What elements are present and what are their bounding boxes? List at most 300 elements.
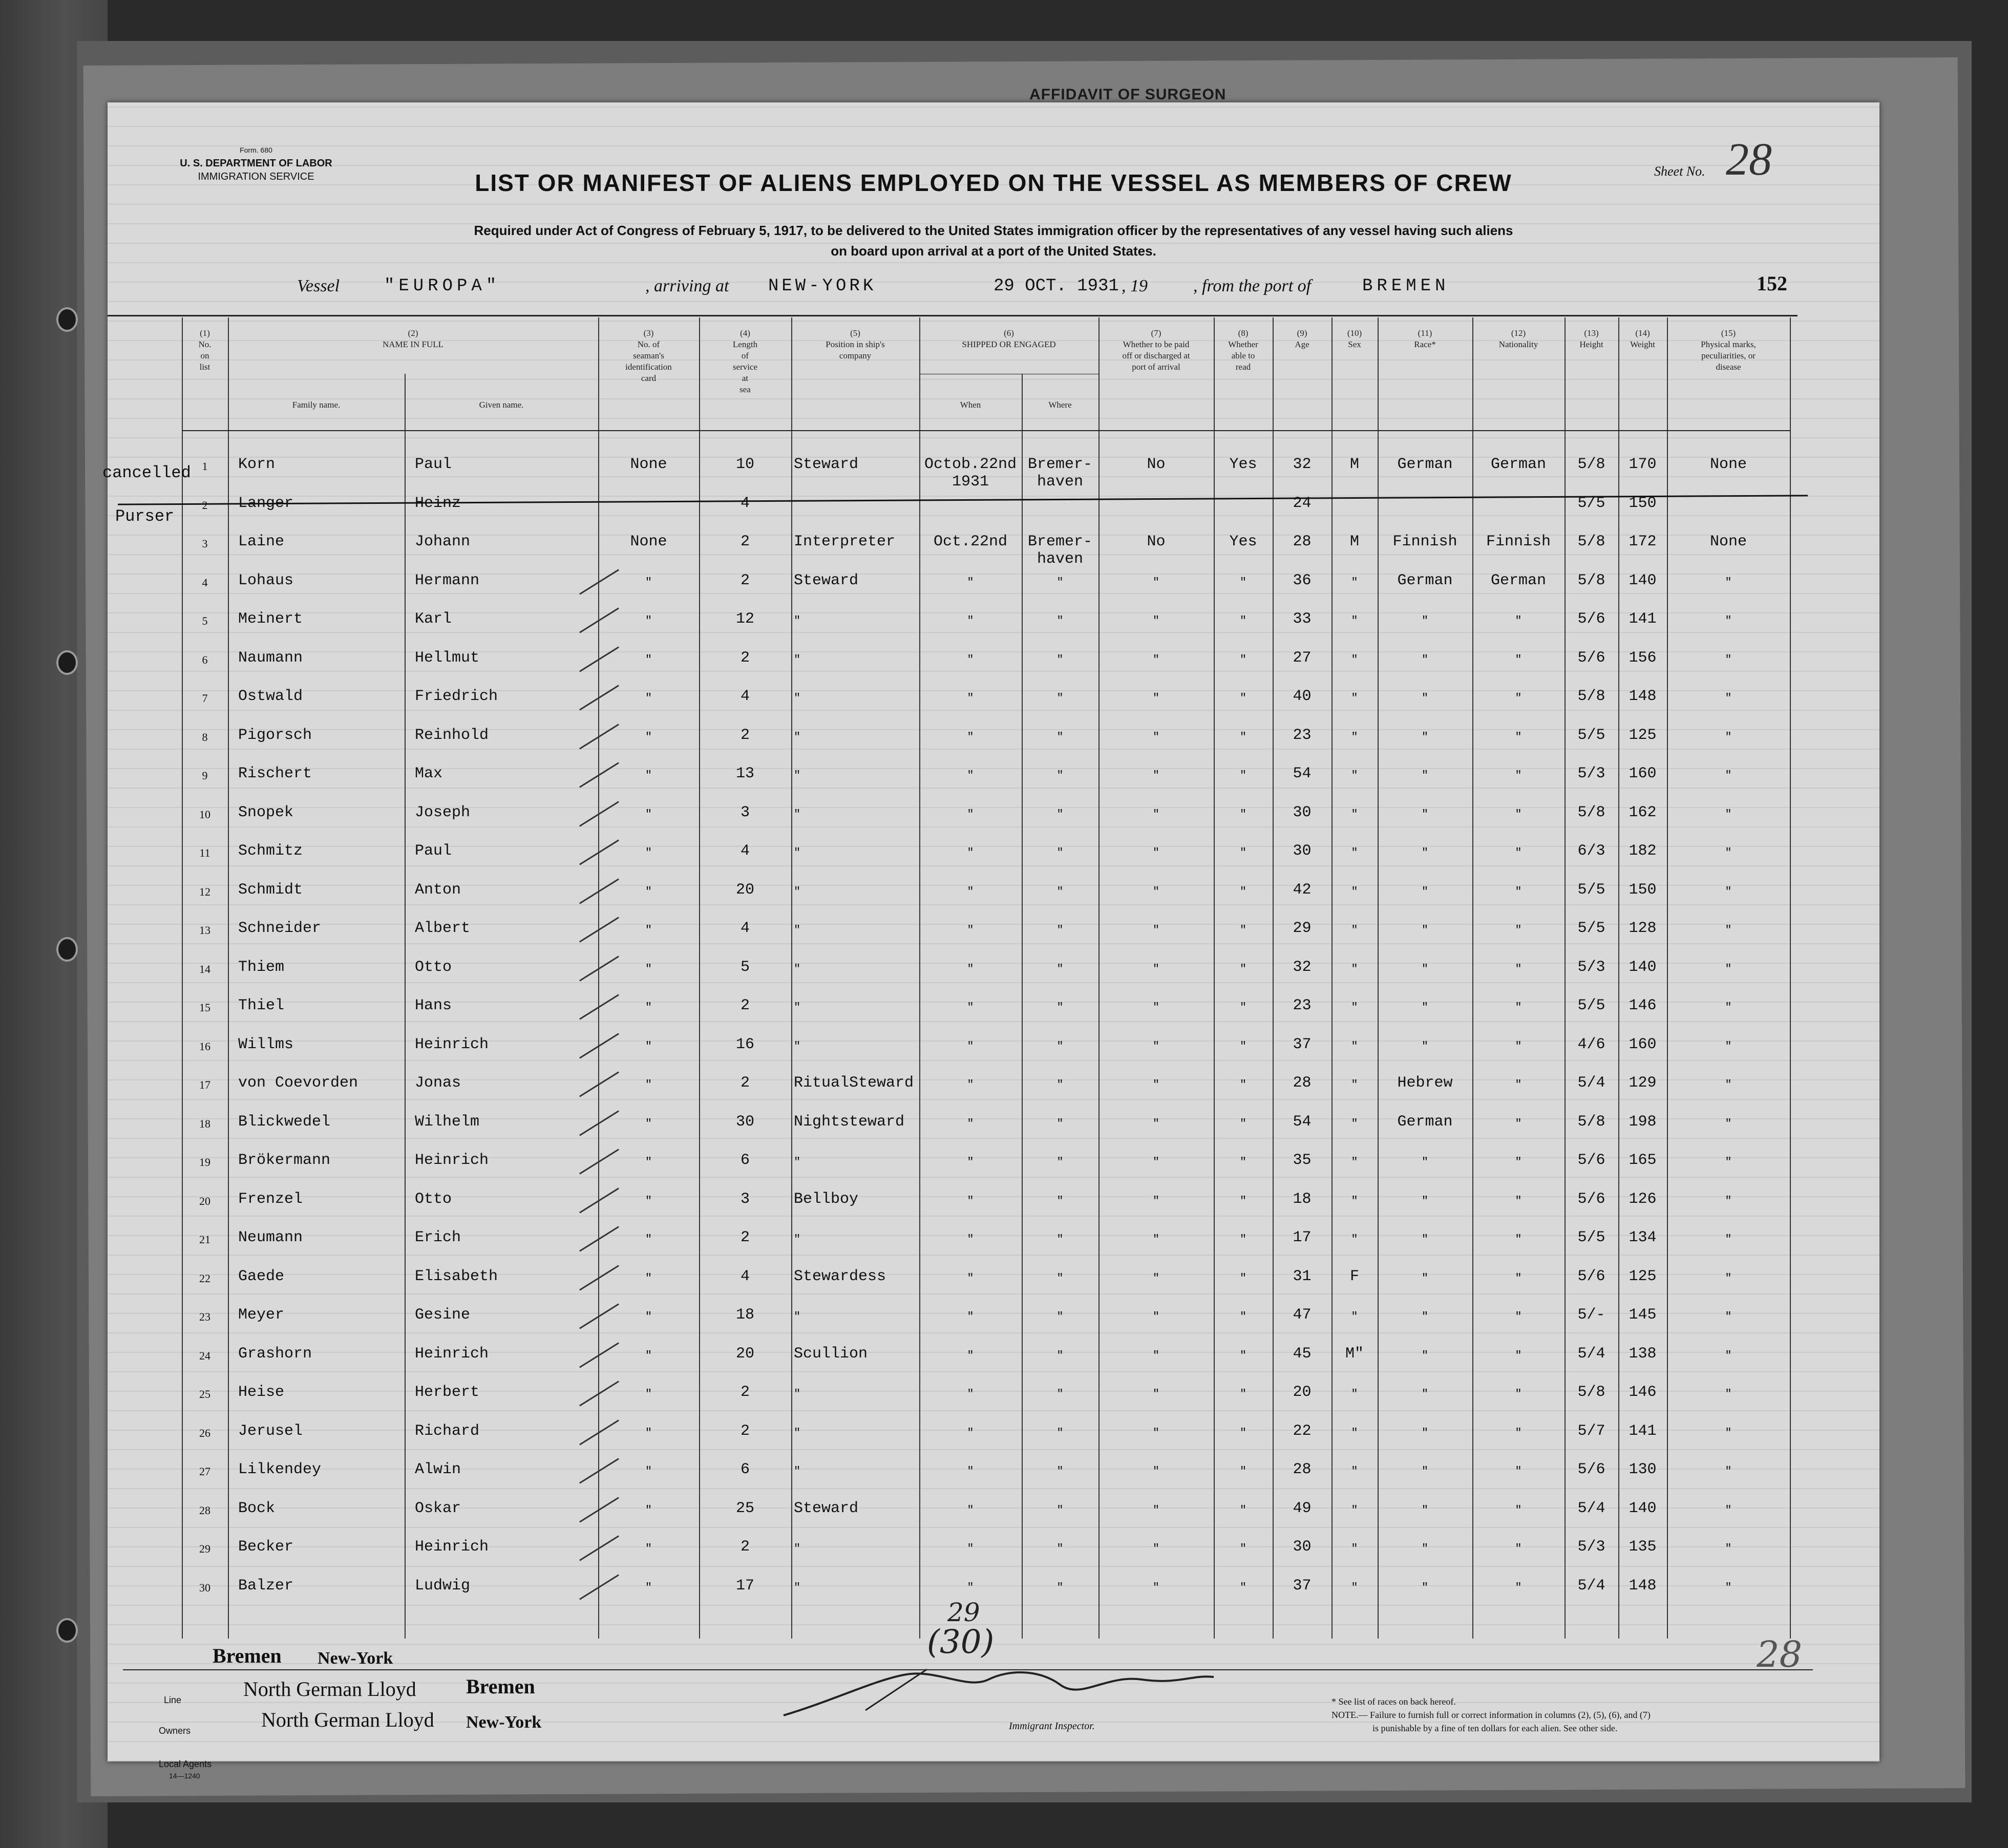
cell-family: Becker [238, 1538, 294, 1556]
cell-marks: " [1725, 1465, 1732, 1478]
cell-paid: " [1152, 1542, 1160, 1555]
cell-position: " [794, 769, 801, 782]
cell-no: 19 [199, 1156, 210, 1169]
cell-paid: " [1152, 962, 1160, 975]
cell-read: " [1239, 924, 1247, 937]
cell-paid: " [1152, 1581, 1160, 1594]
cell-no: 21 [199, 1233, 210, 1246]
cell-paid: " [1152, 1001, 1160, 1014]
cell-age: 30 [1293, 803, 1312, 821]
cell-service: 4 [740, 688, 750, 705]
cell-position: " [794, 1581, 801, 1594]
cell-sex: " [1351, 1001, 1358, 1014]
cell-sex: " [1351, 614, 1358, 627]
cell-card: " [645, 1388, 652, 1400]
col-divider [1273, 317, 1274, 1639]
cell-age: 24 [1293, 494, 1312, 512]
cell-nat: Finnish [1486, 533, 1551, 550]
cell-marks: " [1725, 769, 1732, 782]
cell-service: 30 [735, 1113, 754, 1131]
cell-sex: F [1349, 1267, 1359, 1285]
cell-card: " [645, 1426, 652, 1439]
cell-weight: 130 [1629, 1461, 1657, 1478]
cell-age: 42 [1293, 881, 1312, 899]
cell-given: Ludwig [415, 1577, 471, 1595]
cell-where: Bremer- haven [1027, 456, 1093, 491]
cell-no: 9 [202, 769, 208, 782]
cell-nat: " [1515, 1001, 1522, 1014]
cell-read: " [1239, 1078, 1247, 1091]
cell-marks: " [1725, 885, 1732, 898]
cell-service: 10 [735, 456, 754, 473]
cell-race: " [1421, 1233, 1429, 1246]
cell-service: 5 [740, 958, 750, 976]
cell-given: Heinrich [415, 1035, 489, 1053]
cell-position: " [794, 1310, 801, 1323]
cell-nat: " [1515, 1426, 1522, 1439]
col-header-weight: (14) Weight [1630, 328, 1655, 349]
col-header-no: (1) No. on list [198, 328, 212, 372]
cell-given: Richard [415, 1422, 480, 1440]
footnote-penalty-2: is punishable by a fine of ten dollars for each alien. See other side. [1372, 1723, 1618, 1733]
cell-family: Ostwald [238, 688, 303, 705]
cell-position: Nightsteward [794, 1113, 905, 1131]
cell-service: 2 [740, 997, 750, 1014]
vessel-line [108, 271, 1879, 302]
cell-service: 2 [740, 1422, 750, 1440]
cell-position: " [794, 846, 801, 859]
col-header-when: When [960, 400, 981, 410]
cell-card: " [645, 885, 652, 898]
cell-family: Grashorn [238, 1345, 312, 1363]
cell-height: 5/6 [1577, 610, 1605, 628]
cell-nat: " [1515, 653, 1522, 666]
cell-card: " [645, 1581, 652, 1594]
cell-given: Hermann [415, 571, 480, 589]
cell-card: " [645, 576, 652, 589]
cell-nat: " [1515, 1542, 1522, 1555]
cell-when: " [967, 1233, 974, 1246]
cell-card: " [645, 1117, 652, 1130]
cell-height: 5/4 [1577, 1074, 1605, 1092]
cell-when: Oct.22nd [933, 533, 1008, 550]
cell-family: Jerusel [238, 1422, 303, 1440]
cell-given: Oskar [415, 1499, 461, 1517]
cell-nat: " [1515, 1194, 1522, 1207]
cell-age: 23 [1293, 997, 1312, 1014]
cell-weight: 182 [1629, 842, 1657, 860]
cell-height: 5/6 [1577, 1461, 1605, 1478]
owners-label: Owners [159, 1726, 191, 1736]
cell-age: 18 [1293, 1190, 1312, 1208]
cell-service: 2 [740, 571, 750, 589]
col-divider [1618, 317, 1619, 1639]
cell-card: " [645, 1349, 652, 1362]
cell-nat: " [1515, 846, 1522, 859]
cell-service: 2 [740, 1074, 750, 1092]
cell-race: " [1421, 614, 1429, 627]
cell-nat: " [1515, 808, 1522, 821]
cell-position: " [794, 692, 801, 705]
cell-service: 3 [740, 1190, 750, 1208]
cell-marks: " [1725, 730, 1732, 744]
cell-sex: " [1351, 1039, 1358, 1053]
cell-given: Paul [415, 456, 452, 473]
cell-marks: " [1725, 1349, 1732, 1362]
col-header-card: (3) No. of seaman's identification card [625, 328, 672, 383]
total-count-circled: (30) [927, 1623, 995, 1661]
cell-service: 2 [740, 533, 750, 550]
cell-paid: " [1152, 692, 1160, 705]
line-stamp-newyork: New-York [318, 1649, 393, 1668]
cell-nat: " [1515, 1310, 1522, 1323]
cell-paid: " [1152, 1349, 1160, 1362]
cell-position: RitualSteward [794, 1074, 914, 1092]
cell-card: " [645, 1078, 652, 1091]
form-number: Form. 680 [240, 146, 272, 154]
cell-read: " [1239, 730, 1247, 744]
cell-marks: " [1725, 1310, 1732, 1323]
cell-family: Schmitz [238, 842, 303, 860]
cell-nat: " [1515, 1156, 1522, 1169]
inspector-signature [773, 1659, 1234, 1726]
cell-weight: 198 [1629, 1113, 1657, 1131]
cell-age: 47 [1293, 1306, 1312, 1324]
cell-age: 45 [1293, 1345, 1312, 1363]
cell-race: " [1421, 1039, 1429, 1053]
col-header-name: (2) NAME IN FULL [383, 328, 443, 349]
cell-paid: " [1152, 730, 1160, 744]
cell-where: " [1056, 1503, 1064, 1517]
cell-sex: " [1351, 924, 1358, 937]
cell-read: " [1239, 692, 1247, 705]
cell-given: Heinrich [415, 1538, 489, 1556]
cell-race: " [1421, 730, 1429, 744]
cell-family: Pigorsch [238, 726, 312, 744]
cell-given: Jonas [415, 1074, 461, 1092]
cell-service: 4 [740, 842, 750, 860]
purser-annotation: Purser [115, 507, 175, 526]
cell-height: 5/6 [1577, 1267, 1605, 1285]
sheet-label: Sheet No. [1654, 164, 1705, 179]
vessel-label: Vessel [297, 277, 340, 295]
cell-height: 5/8 [1577, 1384, 1605, 1401]
cell-position: " [794, 1542, 801, 1555]
cell-position: " [794, 1039, 801, 1053]
cell-height: 5/5 [1577, 1229, 1605, 1246]
cell-position: Steward [794, 456, 859, 473]
cell-family: Neumann [238, 1229, 303, 1246]
cell-when: " [967, 1156, 974, 1169]
cell-family: Schmidt [238, 881, 303, 899]
cell-card: " [645, 1271, 652, 1285]
cell-card: " [645, 1001, 652, 1014]
year-label: , 19 [1122, 277, 1148, 295]
cell-sex: " [1351, 1465, 1358, 1478]
cell-paid: " [1152, 1039, 1160, 1053]
cell-family: Korn [238, 456, 276, 473]
cell-height: 5/- [1577, 1306, 1605, 1324]
cell-age: 37 [1293, 1577, 1312, 1595]
cell-service: 2 [740, 1538, 750, 1556]
cell-no: 4 [202, 576, 208, 589]
cell-paid: " [1152, 1194, 1160, 1207]
cell-when: " [967, 769, 974, 782]
cell-weight: 140 [1629, 571, 1657, 589]
cell-read: " [1239, 1349, 1247, 1362]
cell-no: 16 [199, 1039, 210, 1053]
cell-no: 26 [199, 1426, 210, 1439]
cell-paid: " [1152, 653, 1160, 666]
cell-where: Bremer- haven [1027, 533, 1093, 568]
cell-when: " [967, 730, 974, 744]
cell-read: " [1239, 1503, 1247, 1517]
cell-sex: " [1351, 1542, 1358, 1555]
cell-age: 35 [1293, 1152, 1312, 1169]
cell-when: " [967, 962, 974, 975]
cell-height: 5/5 [1577, 881, 1605, 899]
cell-weight: 162 [1629, 803, 1657, 821]
cell-weight: 141 [1629, 610, 1657, 628]
col-divider [699, 317, 700, 1639]
cell-marks: " [1725, 653, 1732, 666]
cell-where: " [1056, 1349, 1064, 1362]
cell-marks: " [1725, 1194, 1732, 1207]
cell-nat: " [1515, 1388, 1522, 1400]
cell-where: " [1056, 1194, 1064, 1207]
cell-family: Lohaus [238, 571, 294, 589]
cell-age: 28 [1293, 533, 1312, 550]
cell-given: Elisabeth [415, 1267, 498, 1285]
cell-position: Bellboy [794, 1190, 859, 1208]
cell-position: " [794, 1426, 801, 1439]
cell-age: 40 [1293, 688, 1312, 705]
cell-when: " [967, 846, 974, 859]
cell-service: 17 [735, 1577, 754, 1595]
cell-paid: " [1152, 1310, 1160, 1323]
col-header-physical-marks: (15) Physical marks, peculiarities, or disease [1701, 328, 1756, 372]
cell-nat: " [1515, 1078, 1522, 1091]
cell-family: Snopek [238, 803, 294, 821]
cell-weight: 170 [1629, 456, 1657, 473]
arrival-date: 29 OCT. 1931 [994, 277, 1119, 296]
cell-where: " [1056, 1465, 1064, 1478]
cell-weight: 148 [1629, 688, 1657, 705]
cell-age: 17 [1293, 1229, 1312, 1246]
cell-height: 5/3 [1577, 958, 1605, 976]
cell-read: " [1239, 614, 1247, 627]
cell-card: None [630, 533, 667, 550]
cell-nat: " [1515, 1349, 1522, 1362]
cell-no: 8 [202, 730, 208, 744]
cell-no: 27 [199, 1465, 210, 1478]
cell-service: 2 [740, 649, 750, 667]
cell-when: " [967, 1426, 974, 1439]
cell-service: 6 [740, 1152, 750, 1169]
cell-no: 7 [202, 692, 208, 705]
cell-no: 11 [199, 846, 210, 859]
cell-given: Max [415, 765, 443, 782]
cell-weight: 140 [1629, 958, 1657, 976]
cell-race: " [1421, 962, 1429, 975]
cell-height: 5/3 [1577, 765, 1605, 782]
punch-hole [56, 1618, 78, 1643]
cell-position: " [794, 924, 801, 937]
arriving-label: , arriving at [645, 277, 729, 295]
cell-race: Finnish [1392, 533, 1457, 550]
cell-marks: " [1725, 1503, 1732, 1517]
cell-sex: " [1351, 692, 1358, 705]
cell-read: " [1239, 1233, 1247, 1246]
cell-paid: " [1152, 924, 1160, 937]
cell-race: " [1421, 1426, 1429, 1439]
cell-race: German [1397, 571, 1453, 589]
cell-given: Otto [415, 1190, 452, 1208]
cell-read: Yes [1229, 456, 1257, 473]
cell-height: 5/8 [1577, 456, 1605, 473]
cell-weight: 128 [1629, 920, 1657, 937]
cell-where: " [1056, 1310, 1064, 1323]
cell-service: 25 [735, 1499, 754, 1517]
cell-position: " [794, 1233, 801, 1246]
col-divider [405, 374, 406, 1639]
cell-weight: 126 [1629, 1190, 1657, 1208]
cell-given: Wilhelm [415, 1113, 480, 1131]
cell-position: Steward [794, 1499, 859, 1517]
cell-read: " [1239, 576, 1247, 589]
cell-position: " [794, 808, 801, 821]
cell-no: 1 [202, 460, 208, 473]
cell-marks: " [1725, 1039, 1732, 1053]
cell-height: 5/4 [1577, 1577, 1605, 1595]
cell-service: 12 [735, 610, 754, 628]
cell-service: 2 [740, 1384, 750, 1401]
cell-weight: 160 [1629, 765, 1657, 782]
cell-where: " [1056, 653, 1064, 666]
cell-when: " [967, 1503, 974, 1517]
cell-family: Naumann [238, 649, 303, 667]
cell-given: Gesine [415, 1306, 471, 1324]
cell-card: " [645, 692, 652, 705]
cell-no: 22 [199, 1271, 210, 1285]
cell-age: 23 [1293, 726, 1312, 744]
cell-sex: " [1351, 1233, 1358, 1246]
cell-card: " [645, 1233, 652, 1246]
cell-nat: " [1515, 614, 1522, 627]
cell-when: " [967, 1117, 974, 1130]
cell-where: " [1056, 692, 1064, 705]
col-header-position: (5) Position in ship's company [826, 328, 885, 360]
cell-marks: None [1709, 456, 1747, 473]
cell-nat: " [1515, 924, 1522, 937]
cell-position: Interpreter [794, 533, 896, 550]
cell-family: Blickwedel [238, 1113, 331, 1131]
column-header-rule [182, 430, 1790, 431]
cell-height: 4/6 [1577, 1035, 1605, 1053]
cell-position: " [794, 885, 801, 898]
cell-family: Thiem [238, 958, 285, 976]
cell-race: " [1421, 1271, 1429, 1285]
cell-family: Willms [238, 1035, 294, 1053]
cell-when: " [967, 653, 974, 666]
cell-given: Joseph [415, 803, 471, 821]
cell-given: Heinz [415, 494, 461, 512]
cell-where: " [1056, 1271, 1064, 1285]
cell-weight: 140 [1629, 1499, 1657, 1517]
header-rule [108, 315, 1798, 316]
affidavit-heading: AFFIDAVIT OF SURGEON [1029, 86, 1227, 103]
cell-given: Karl [415, 610, 452, 628]
cell-position: " [794, 962, 801, 975]
cell-marks: " [1725, 614, 1732, 627]
cell-age: 33 [1293, 610, 1312, 628]
cell-read: " [1239, 1039, 1247, 1053]
sheet-number: 28 [1726, 134, 1772, 185]
cell-paid: " [1152, 1503, 1160, 1517]
cell-given: Paul [415, 842, 452, 860]
corner-sheet-number: 28 [1757, 1633, 1803, 1675]
cell-family: Meyer [238, 1306, 285, 1324]
cell-nat: " [1515, 1503, 1522, 1517]
cell-height: 5/7 [1577, 1422, 1605, 1440]
cell-weight: 135 [1629, 1538, 1657, 1556]
cell-marks: " [1725, 576, 1732, 589]
cell-race: " [1421, 1465, 1429, 1478]
cell-nat: " [1515, 1117, 1522, 1130]
manifest-page [102, 86, 1879, 1780]
cell-race: " [1421, 1349, 1429, 1362]
cell-service: 4 [740, 1267, 750, 1285]
cell-sex: " [1351, 808, 1358, 821]
cell-age: 32 [1293, 456, 1312, 473]
cell-given: Alwin [415, 1461, 461, 1478]
cell-when: Octob.22nd 1931 [924, 456, 1017, 491]
cell-service: 13 [735, 765, 754, 782]
cell-paid: " [1152, 846, 1160, 859]
cell-marks: " [1725, 1426, 1732, 1439]
cell-given: Reinhold [415, 726, 489, 744]
cell-race: Hebrew [1397, 1074, 1453, 1092]
cell-paid: " [1152, 808, 1160, 821]
col-header-race: (11) Race* [1414, 328, 1436, 349]
cell-height: 5/6 [1577, 649, 1605, 667]
cell-sex: " [1351, 962, 1358, 975]
cell-card: " [645, 1542, 652, 1555]
cell-sex: M [1349, 533, 1359, 550]
cell-weight: 146 [1629, 1384, 1657, 1401]
col-header-nationality: (12) Nationality [1498, 328, 1538, 349]
cancelled-annotation: cancelled [102, 463, 191, 482]
cell-marks: " [1725, 1156, 1732, 1169]
cell-card: " [645, 1194, 652, 1207]
cell-family: von Coevorden [238, 1074, 358, 1092]
cell-marks: " [1725, 1542, 1732, 1555]
cell-no: 15 [199, 1001, 210, 1014]
col-header-family: Family name. [292, 400, 341, 410]
footnote-races: * See list of races on back hereof. [1331, 1696, 1456, 1707]
punch-hole [56, 307, 78, 332]
cell-service: 3 [740, 803, 750, 821]
cell-paid: " [1152, 1426, 1160, 1439]
cell-card: " [645, 846, 652, 859]
cell-service: 18 [735, 1306, 754, 1324]
cell-when: " [967, 692, 974, 705]
cell-marks: None [1709, 533, 1747, 550]
cell-read: " [1239, 1156, 1247, 1169]
cell-height: 5/6 [1577, 1152, 1605, 1169]
cell-marks: " [1725, 1233, 1732, 1246]
cell-read: " [1239, 1465, 1247, 1478]
